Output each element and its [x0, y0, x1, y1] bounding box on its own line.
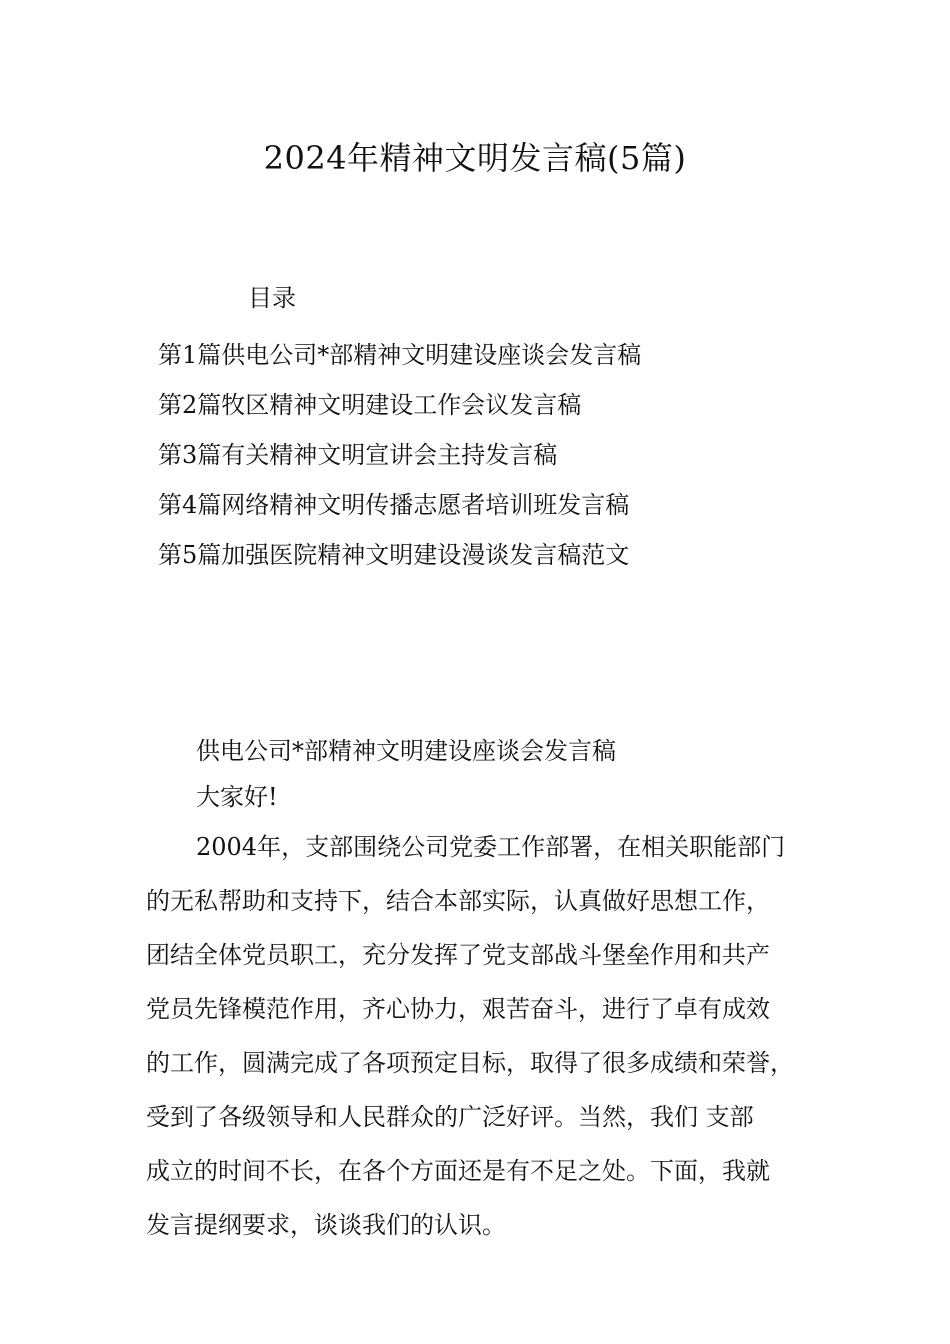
toc-item: 第2篇牧区精神文明建设工作会议发言稿: [158, 391, 582, 419]
article-title: 供电公司*部精神文明建设座谈会发言稿: [196, 737, 616, 765]
body-line: 党员先锋模范作用，齐心协力，艰苦奋斗，进行了卓有成效: [146, 995, 770, 1023]
document-title: 2024年精神文明发言稿(5篇): [263, 139, 687, 177]
toc-item: 第3篇有关精神文明宣讲会主持发言稿: [158, 441, 558, 469]
toc-item: 第4篇网络精神文明传播志愿者培训班发言稿: [158, 491, 630, 519]
body-line: 成立的时间不长，在各个方面还是有不足之处。下面，我就: [146, 1157, 770, 1185]
body-line: 的工作，圆满完成了各项预定目标，取得了很多成绩和荣誉，: [146, 1049, 794, 1077]
body-line: 受到了各级领导和人民群众的广泛好评。当然，我们 支部: [146, 1103, 754, 1131]
article-greeting: 大家好!: [196, 783, 278, 811]
body-line: 2004年，支部围绕公司党委工作部署，在相关职能部门: [196, 833, 786, 861]
table-of-contents: [158, 330, 641, 580]
body-line: 的无私帮助和支持下，结合本部实际，认真做好思想工作，: [146, 887, 770, 915]
body-line: 团结全体党员职工，充分发挥了党支部战斗堡垒作用和共产: [146, 941, 770, 969]
body-line: 发言提纲要求，谈谈我们的认识。: [146, 1211, 506, 1239]
toc-item: 第1篇供电公司*部精神文明建设座谈会发言稿: [158, 341, 642, 369]
toc-heading: 目录: [248, 284, 296, 312]
article: [146, 728, 826, 1252]
article-body: [146, 820, 826, 1252]
toc-item: 第5篇加强医院精神文明建设漫谈发言稿范文: [158, 541, 630, 569]
